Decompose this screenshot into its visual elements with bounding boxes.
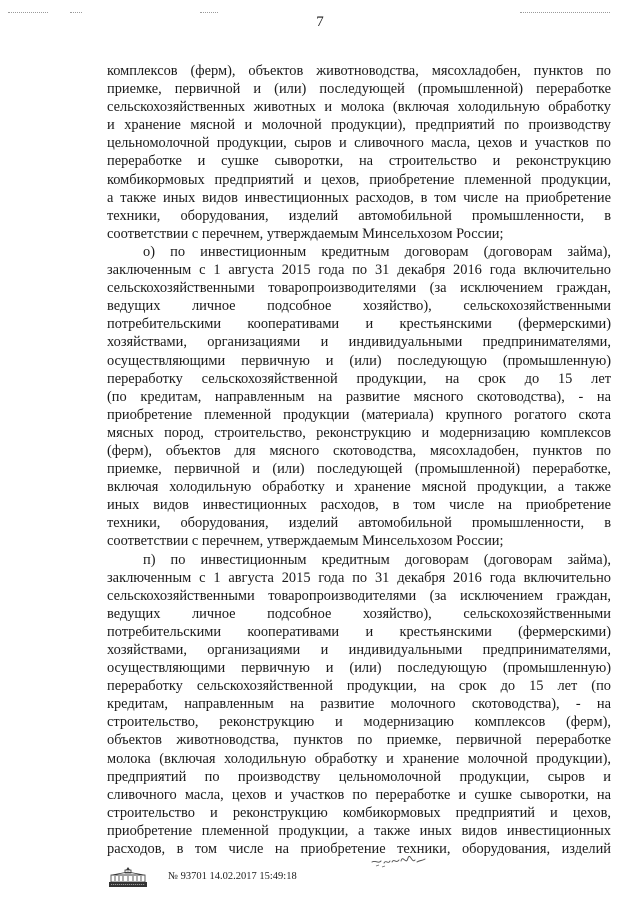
text-line: осуществляющими первичную и (или) последующую (промышленную): [107, 352, 611, 369]
text-line: переработке и сушке сыворотки, на строительство и реконструкцию: [107, 153, 611, 170]
text-line: ведущих личное подсобное хозяйство), сельскохозяйственными: [107, 605, 611, 622]
text-line: приемке, первичной и (или) последующей (промышленной) переработке: [107, 81, 611, 98]
document-body: [107, 62, 611, 858]
text-line: соответствии с перечнем, утверждаемым Минсельхозом России;: [107, 533, 504, 550]
text-line: переработку сельскохозяйственной продукции, на срок до 15 лет: [107, 370, 611, 387]
text-line: кредитам, направленным на развитие молочного скотоводства), - на: [107, 696, 611, 713]
text-line: осуществляющими первичную и (или) последующую (промышленную): [107, 660, 611, 677]
text-line: сельскохозяйственных животных и молока (включая холодильную обработку: [107, 99, 611, 116]
text-line: и хранение мясной и молочной продукции), предприятий по производству: [107, 117, 611, 134]
government-building-stamp-icon: [108, 866, 148, 888]
text-line: (по кредитам, направленным на развитие мясного скотоводства), - на: [107, 388, 611, 405]
text-line: соответствии с перечнем, утверждаемым Минсельхозом России;: [107, 225, 504, 242]
text-line: приобретение племенной продукции, а также иных видов инвестиционных: [107, 822, 611, 839]
text-line: приобретение племенной продукции (материала) крупного рогатого скота: [107, 406, 611, 423]
text-line: хозяйствами, организациями и индивидуальными предпринимателями,: [107, 334, 611, 351]
text-line: комбикормовых предприятий и цехов, приобретение племенной продукции,: [107, 171, 611, 188]
text-line: хозяйствами, организациями и индивидуальными предпринимателями,: [107, 642, 611, 658]
text-line: приемке, первичной и (или) последующей (промышленной) переработке,: [107, 461, 611, 478]
text-line: техники, оборудования, изделий автомобильной промышленности, в: [107, 515, 611, 532]
text-line: п) по инвестиционным кредитным договорам (договорам займа),: [143, 551, 611, 568]
text-line: а также иных видов инвестиционных расходов, в том числе на приобретение: [107, 189, 611, 206]
handwritten-signature-icon: [370, 848, 436, 872]
text-line: потребительскими кооперативами и крестьянскими (фермерскими): [107, 623, 611, 640]
text-line: мясных пород, строительство, реконструкцию и модернизацию комплексов: [107, 424, 611, 441]
text-line: потребительскими кооперативами и крестьянскими (фермерскими): [107, 316, 611, 333]
text-line: ведущих личное подсобное хозяйство), сельскохозяйственными: [107, 298, 611, 315]
text-line: техники, оборудования, изделий автомобильной промышленности, в: [107, 207, 611, 224]
text-line: предприятий по производству цельномолочной продукции, сыров и: [107, 768, 611, 785]
text-line: строительство и реконструкцию комбикормовых предприятий и цехов,: [107, 804, 611, 821]
text-line: комплексов (ферм), объектов животноводства, мясохладобен, пунктов по: [107, 63, 611, 79]
text-line: молока (включая холодильную обработку и хранение молочной продукции),: [107, 750, 611, 767]
page-number: 7: [316, 14, 324, 30]
text-line: сельскохозяйственными товаропроизводителями (за исключением граждан,: [107, 280, 611, 297]
text-line: о) по инвестиционным кредитным договорам (договорам займа),: [143, 243, 611, 260]
text-line: иных видов инвестиционных расходов, в том числе на приобретение: [107, 497, 611, 514]
text-line: заключенным с 1 августа 2015 года по 31 декабря 2016 года включительно: [107, 569, 611, 586]
text-line: строительство, реконструкцию и модернизацию комплексов (ферм),: [107, 714, 611, 731]
text-line: цельномолочной продукции, сыров и сливочного масла, цехов и участков по: [107, 135, 611, 152]
document-registration-code: № 93701 14.02.2017 15:49:18: [168, 871, 297, 882]
text-line: сельскохозяйственными товаропроизводителями (за исключением граждан,: [107, 587, 611, 604]
text-line: переработку сельскохозяйственной продукции, на срок до 15 лет (по: [107, 678, 611, 695]
text-line: расходов, в том числе на приобретение техники, оборудования, изделий: [107, 841, 611, 858]
text-line: сливочного масла, цехов и участков по переработке и сушке сыворотки, на: [107, 786, 611, 803]
text-line: заключенным с 1 августа 2015 года по 31 декабря 2016 года включительно: [107, 262, 611, 279]
text-line: (ферм), объектов для мясного скотоводства, мясохладобен, пунктов по: [107, 442, 611, 459]
text-line: включая холодильную обработку и хранение мясной продукции, а также: [107, 479, 611, 496]
text-line: объектов животноводства, пунктов по приемке, первичной переработке: [107, 732, 611, 749]
